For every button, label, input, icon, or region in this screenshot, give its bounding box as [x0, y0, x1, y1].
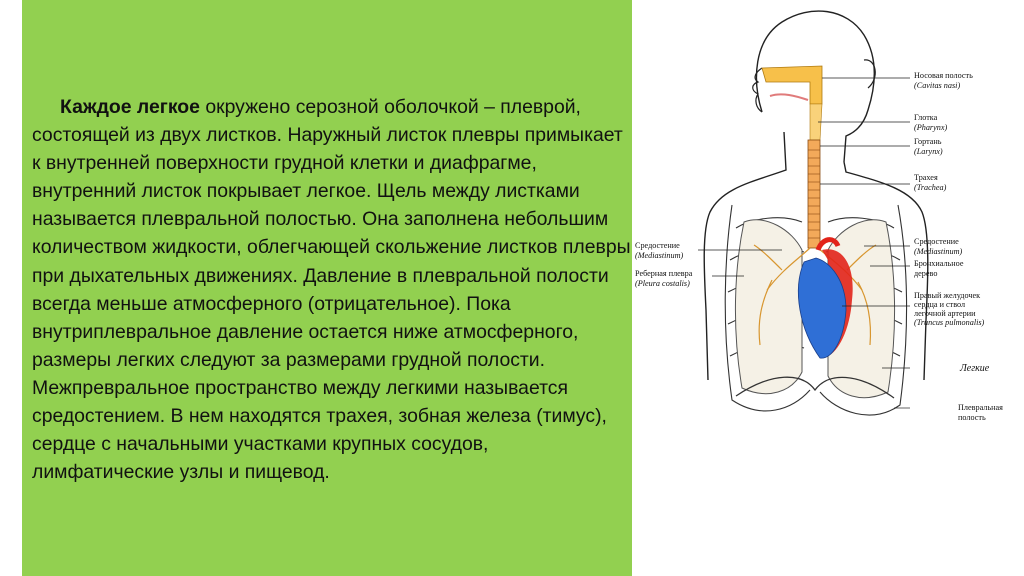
label-larynx-la: (Larynx): [914, 147, 943, 156]
anatomy-diagram: [632, 0, 1022, 445]
respiratory-system-illustration: [632, 0, 1022, 445]
label-trachea-la: (Trachea): [914, 183, 947, 192]
label-bronchial-1: Бронхиальное: [914, 259, 964, 268]
label-costal-ru: Реберная плевра: [635, 269, 693, 278]
lead-phrase: Каждое легкое: [60, 96, 200, 118]
label-mediastinum-left-ru: Средостение: [635, 241, 680, 250]
label-ventricle-2: сердца и ствол: [914, 300, 966, 309]
left-lung: [735, 220, 802, 394]
paragraph-body: окружено серозной оболочкой – плеврой, состоящей из двух листков. Наружный листок плевры примыкает к внутренней поверхности грудной клетки и диафрагме, внутренний листок покрывает легкое. Щель между листками называется плевральной полостью. Она заполнена небольшим количеством жидкости, облегчающей скольжение листков плевры при дыхательных движениях. Давление в плевральной полости всегда меньше атмосферного (отрицательное). Пока внутриплевральное давление остается ниже атмосферного, размеры легких следуют за размерами грудной полости. Межпревральное пространство между легкими называется средостением. В нем находятся трахея, зобная железа (тимус), сердце с начальными участками крупных сосудов, лимфатические узлы и пищевод.: [32, 96, 631, 484]
label-trachea-ru: Трахея: [914, 173, 938, 182]
label-ventricle-1: Правый желудочек: [914, 291, 981, 300]
label-pleural-2: полость: [958, 413, 986, 422]
main-paragraph: [32, 93, 632, 486]
label-ventricle-la: (Truncus pulmonalis): [914, 318, 985, 327]
label-costal-la: (Pleura costalis): [635, 279, 690, 288]
paragraph: [32, 93, 632, 486]
label-bronchial-2: дерево: [914, 269, 938, 278]
label-mediastinum-left-la: (Mediastinum): [635, 251, 684, 260]
label-mediastinum-right-la: (Mediastinum): [914, 247, 963, 256]
label-pharynx-ru: Глотка: [914, 113, 938, 122]
label-pharynx-la: (Pharynx): [914, 123, 948, 132]
label-nasal-ru: Носовая полость: [914, 71, 973, 80]
trachea: [808, 140, 820, 248]
mouth-line: [770, 94, 808, 100]
label-pleural-1: Плевральная: [958, 403, 1003, 412]
label-ventricle-3: легочной артерии: [914, 309, 976, 318]
label-mediastinum-right-ru: Средостение: [914, 237, 959, 246]
label-nasal-la: (Cavitas nasi): [914, 81, 961, 90]
nasal-cavity: [762, 66, 822, 104]
label-larynx-ru: Гортань: [914, 137, 942, 146]
label-lungs: Легкие: [960, 363, 990, 374]
